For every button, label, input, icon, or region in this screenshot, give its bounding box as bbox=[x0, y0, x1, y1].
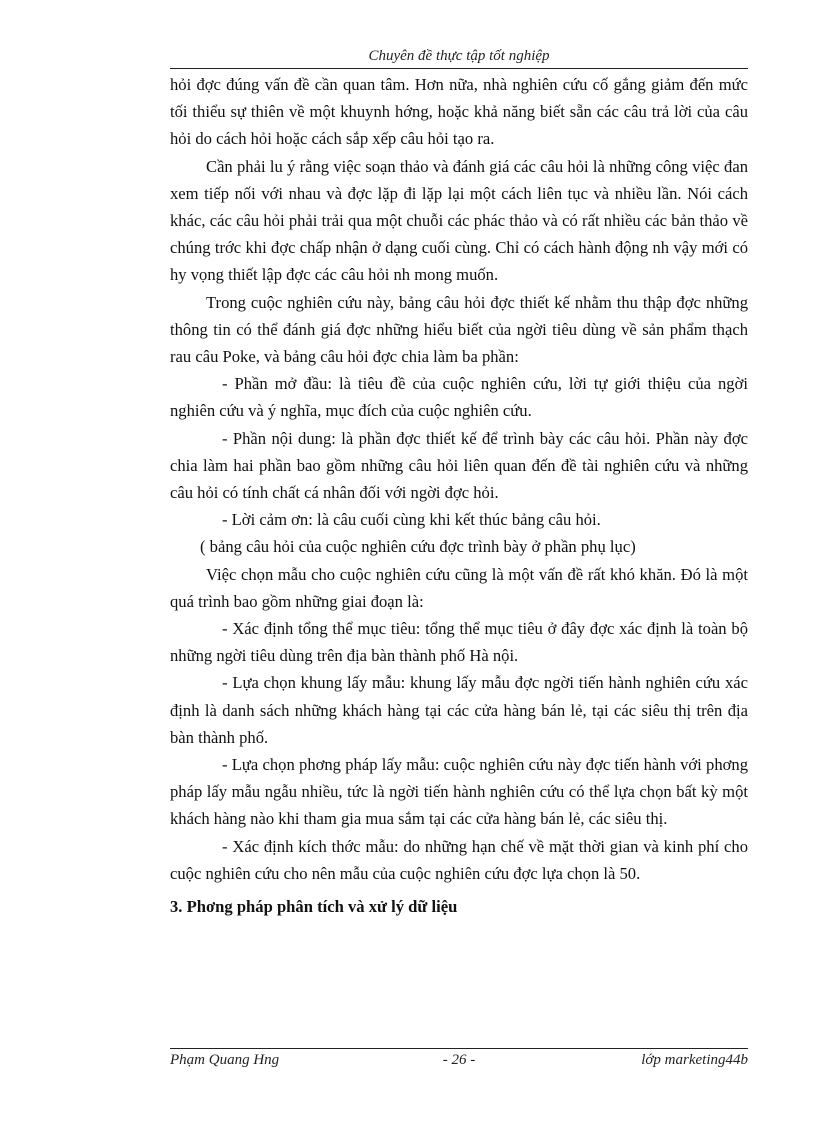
paragraph-1: hỏi đợc đúng vấn đề cần quan tâm. Hơn nữa, nhà nghiên cứu cố gắng giảm đến mức tối thiểu sự thiên về một khuynh hớng, hoặc khả năng biết sẵn các câu trả lời của câu hỏi do cách hỏi hoặc cách sắp xếp câu hỏi tạo ra. bbox=[170, 75, 748, 149]
list-item-target-population: - Xác định tổng thể mục tiêu: tổng thể mục tiêu ở đây đợc xác định là toàn bộ những ngời tiêu dùng trên địa bàn thành phố Hà nội. bbox=[170, 619, 748, 666]
page-footer bbox=[170, 1052, 748, 1076]
page-header: Chuyên đề thực tập tốt nghiệp bbox=[368, 48, 550, 64]
section-heading: 3. Phơng pháp phân tích và xử lý dữ liệu bbox=[170, 897, 458, 917]
footer-divider bbox=[170, 1048, 748, 1049]
list-item-sampling-frame: - Lựa chọn khung lấy mẫu: khung lấy mẫu đợc ngời tiến hành nghiên cứu xác định là danh sách những khách hàng tại các cửa hàng bán lẻ, tại các siêu thị trên địa bàn thành phố. bbox=[170, 673, 748, 747]
header-divider bbox=[170, 68, 748, 69]
list-item-thanks: - Lời cảm ơn: là câu cuối cùng khi kết thúc bảng câu hỏi. bbox=[222, 510, 601, 530]
list-item-sampling-method: - Lựa chọn phơng pháp lấy mẫu: cuộc nghiên cứu này đợc tiến hành với phơng pháp lấy mẫu ngẫu nhiều, tức là ngời tiến hành nghiên cứu có thể lựa chọn bất kỳ một khách hàng nào khi tham gia mua sắm tại các cửa hàng bán lẻ, các siêu thị. bbox=[170, 755, 748, 829]
paragraph-2: Cần phải lu ý rằng việc soạn thảo và đánh giá các câu hỏi là những công việc đan xem tiếp nối với nhau và đợc lặp đi lặp lại một cách liên tục và nhiều lần. Nói cách khác, các câu hỏi phải trải qua một chuỗi các phác thảo và có rất nhiều các bản thảo về chúng trớc khi đợc chấp nhận ở dạng cuối cùng. Chỉ có cách hành động nh vậy mới có hy vọng thiết lập đợc các câu hỏi nh mong muốn. bbox=[170, 156, 748, 285]
list-item-content: - Phần nội dung: là phần đợc thiết kế để trình bày các câu hỏi. Phần này đợc chia làm hai phần bao gồm những câu hỏi liên quan đến đề tài nghiên cứu và những câu hỏi có tính chất cá nhân đối với ngời đợc hỏi. bbox=[170, 428, 748, 503]
paragraph-sampling: Việc chọn mẫu cho cuộc nghiên cứu cũng là một vấn đề rất khó khăn. Đó là một quá trình bao gồm những giai đoạn là: bbox=[170, 564, 748, 611]
document-body bbox=[170, 71, 748, 920]
list-item-sample-size: - Xác định kích thớc mẫu: do những hạn chế về mặt thời gian và kinh phí cho cuộc nghiên cứu cho nên mẫu của cuộc nghiên cứu đợc lựa chọn là 50. bbox=[170, 836, 748, 883]
footer-class: lớp marketing44b bbox=[641, 1052, 748, 1068]
appendix-note: ( bảng câu hỏi của cuộc nghiên cứu đợc trình bày ở phần phụ lục) bbox=[200, 537, 636, 557]
list-item-intro: - Phần mở đầu: là tiêu đề của cuộc nghiên cứu, lời tự giới thiệu của ngời nghiên cứu và ý nghĩa, mục đích của cuộc nghiên cứu. bbox=[170, 374, 748, 421]
paragraph-3: Trong cuộc nghiên cứu này, bảng câu hỏi đợc thiết kế nhằm thu thập đợc những thông tin có thể đánh giá đợc những hiểu biết của ngời tiêu dùng về sản phẩm thạch rau câu Poke, và bảng câu hỏi đợc chia làm ba phần: bbox=[170, 292, 748, 367]
footer-page-number: - 26 - bbox=[442, 1052, 476, 1068]
document-page bbox=[170, 48, 748, 1078]
footer-author: Phạm Quang Hng bbox=[170, 1052, 280, 1068]
